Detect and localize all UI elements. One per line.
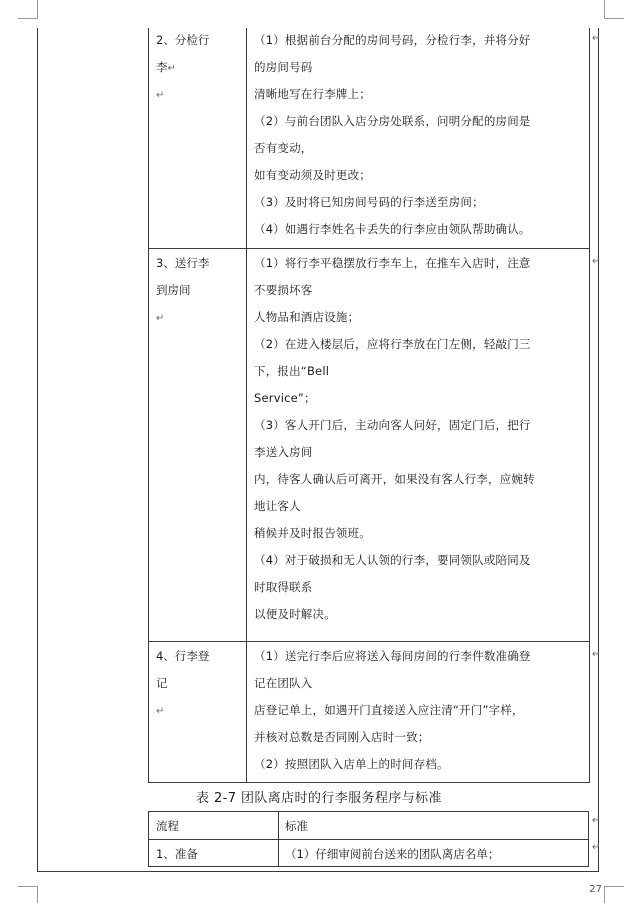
cell-end-mark: ↵ — [592, 815, 601, 826]
process-text: 4、行李登 — [156, 649, 210, 663]
standard-text: 李送入房间 — [254, 445, 313, 459]
table2-header-process: 流程 — [156, 819, 179, 833]
crop-mark — [18, 886, 38, 887]
standard-text: （1）根据前台分配的房间号码，分检行李，并将分好 — [254, 33, 531, 47]
table1-bottom-border — [148, 782, 590, 783]
standard-text: 稍候并及时报告领班。 — [254, 526, 371, 540]
cell-end-mark: ↵ — [592, 842, 601, 853]
standard-text: 否有变动， — [254, 141, 313, 155]
standard-text: 的房间号码 — [254, 60, 313, 74]
standard-text: （4）如遇行李姓名卡丢失的行李应由领队帮助确认。 — [254, 222, 531, 236]
table2-row-divider — [148, 839, 589, 840]
process-text: 记 — [156, 676, 168, 690]
process-text: 2、分检行 — [156, 33, 210, 47]
table1-row-divider — [148, 641, 590, 642]
standard-text: 以便及时解决。 — [254, 607, 336, 621]
table2-row-process: 1、准备 — [156, 847, 198, 861]
table1-row-divider — [148, 248, 590, 249]
standard-text: Service”； — [254, 391, 316, 405]
standard-text: （2）在进入楼层后，应将行李放在门左侧，轻敲门三 — [254, 337, 531, 351]
standard-text: 清晰地写在行李牌上； — [254, 87, 371, 101]
crop-mark — [604, 0, 605, 18]
cell-end-mark: ↵ — [592, 649, 601, 660]
table1-right-border — [589, 28, 590, 783]
standard-text: 记在团队入 — [254, 676, 313, 690]
standard-text: （3）客人开门后，主动向客人问好，固定门后，把行 — [254, 418, 531, 432]
standard-text: 下，报出“Bell — [254, 364, 330, 378]
table2-header-standard: 标准 — [285, 819, 308, 833]
standard-cell — [254, 250, 535, 628]
cell-end-mark: ↵ — [592, 33, 601, 44]
process-cell: 3、送行李 到房间 ↵ — [156, 250, 209, 331]
standard-text: 地让客人 — [254, 499, 301, 513]
standard-text: 时取得联系 — [254, 580, 313, 594]
process-cell: 4、行李登 记 ↵ — [156, 643, 209, 724]
standard-text: 内，待客人确认后可离开，如果没有客人行李，应婉转 — [254, 472, 535, 486]
standard-text: （1）将行李平稳摆放行李车上，在推车入店时，注意 — [254, 256, 531, 270]
process-text: 3、送行李 — [156, 256, 210, 270]
process-text: 到房间 — [156, 283, 191, 297]
standard-text: 不要损坏客 — [254, 283, 313, 297]
standard-text: 人物品和酒店设施； — [254, 310, 360, 324]
table-caption: 表 2-7 团队离店时的行李服务程序与标准 — [196, 791, 442, 806]
cell-end-mark: ↵ — [592, 256, 601, 267]
outer-frame-right — [598, 28, 599, 872]
process-cell: 2、分检行 李↵ ↵ — [156, 27, 209, 108]
standard-text: （1）送完行李后应将送入每间房间的行李件数准确登 — [254, 649, 531, 663]
standard-text: 店登记单上，如遇开门直接送入应注清“开门”字样， — [254, 703, 524, 717]
crop-mark — [18, 18, 38, 19]
table1-left-border — [148, 28, 149, 783]
process-text: 李 — [156, 60, 168, 74]
standard-cell — [254, 643, 531, 778]
table2-top-border — [148, 811, 589, 812]
standard-text: 并核对总数是否同刚入店时一致； — [254, 730, 430, 744]
table2-row-standard: （1）仔细审阅前台送来的团队离店名单； — [285, 847, 500, 861]
standard-text: （2）按照团队入店单上的时间存档。 — [254, 757, 449, 771]
standard-text: （4）对于破损和无人认领的行李，要同领队或陪同及 — [254, 553, 531, 567]
standard-text: （3）及时将已知房间号码的行李送至房间； — [254, 195, 484, 209]
outer-frame-bottom — [37, 871, 599, 872]
crop-mark — [604, 18, 624, 19]
crop-mark — [604, 886, 605, 903]
standard-cell — [254, 27, 531, 243]
standard-text: 如有变动须及时更改； — [254, 168, 371, 182]
table2-bottom-border — [148, 866, 589, 867]
crop-mark — [37, 886, 38, 903]
crop-mark — [37, 0, 38, 18]
outer-frame-left — [37, 28, 38, 872]
crop-mark — [604, 886, 624, 887]
standard-text: （2）与前台团队入店分房处联系，问明分配的房间是 — [254, 114, 531, 128]
page-number: 27 — [589, 884, 602, 895]
table1-column-divider — [246, 28, 247, 783]
